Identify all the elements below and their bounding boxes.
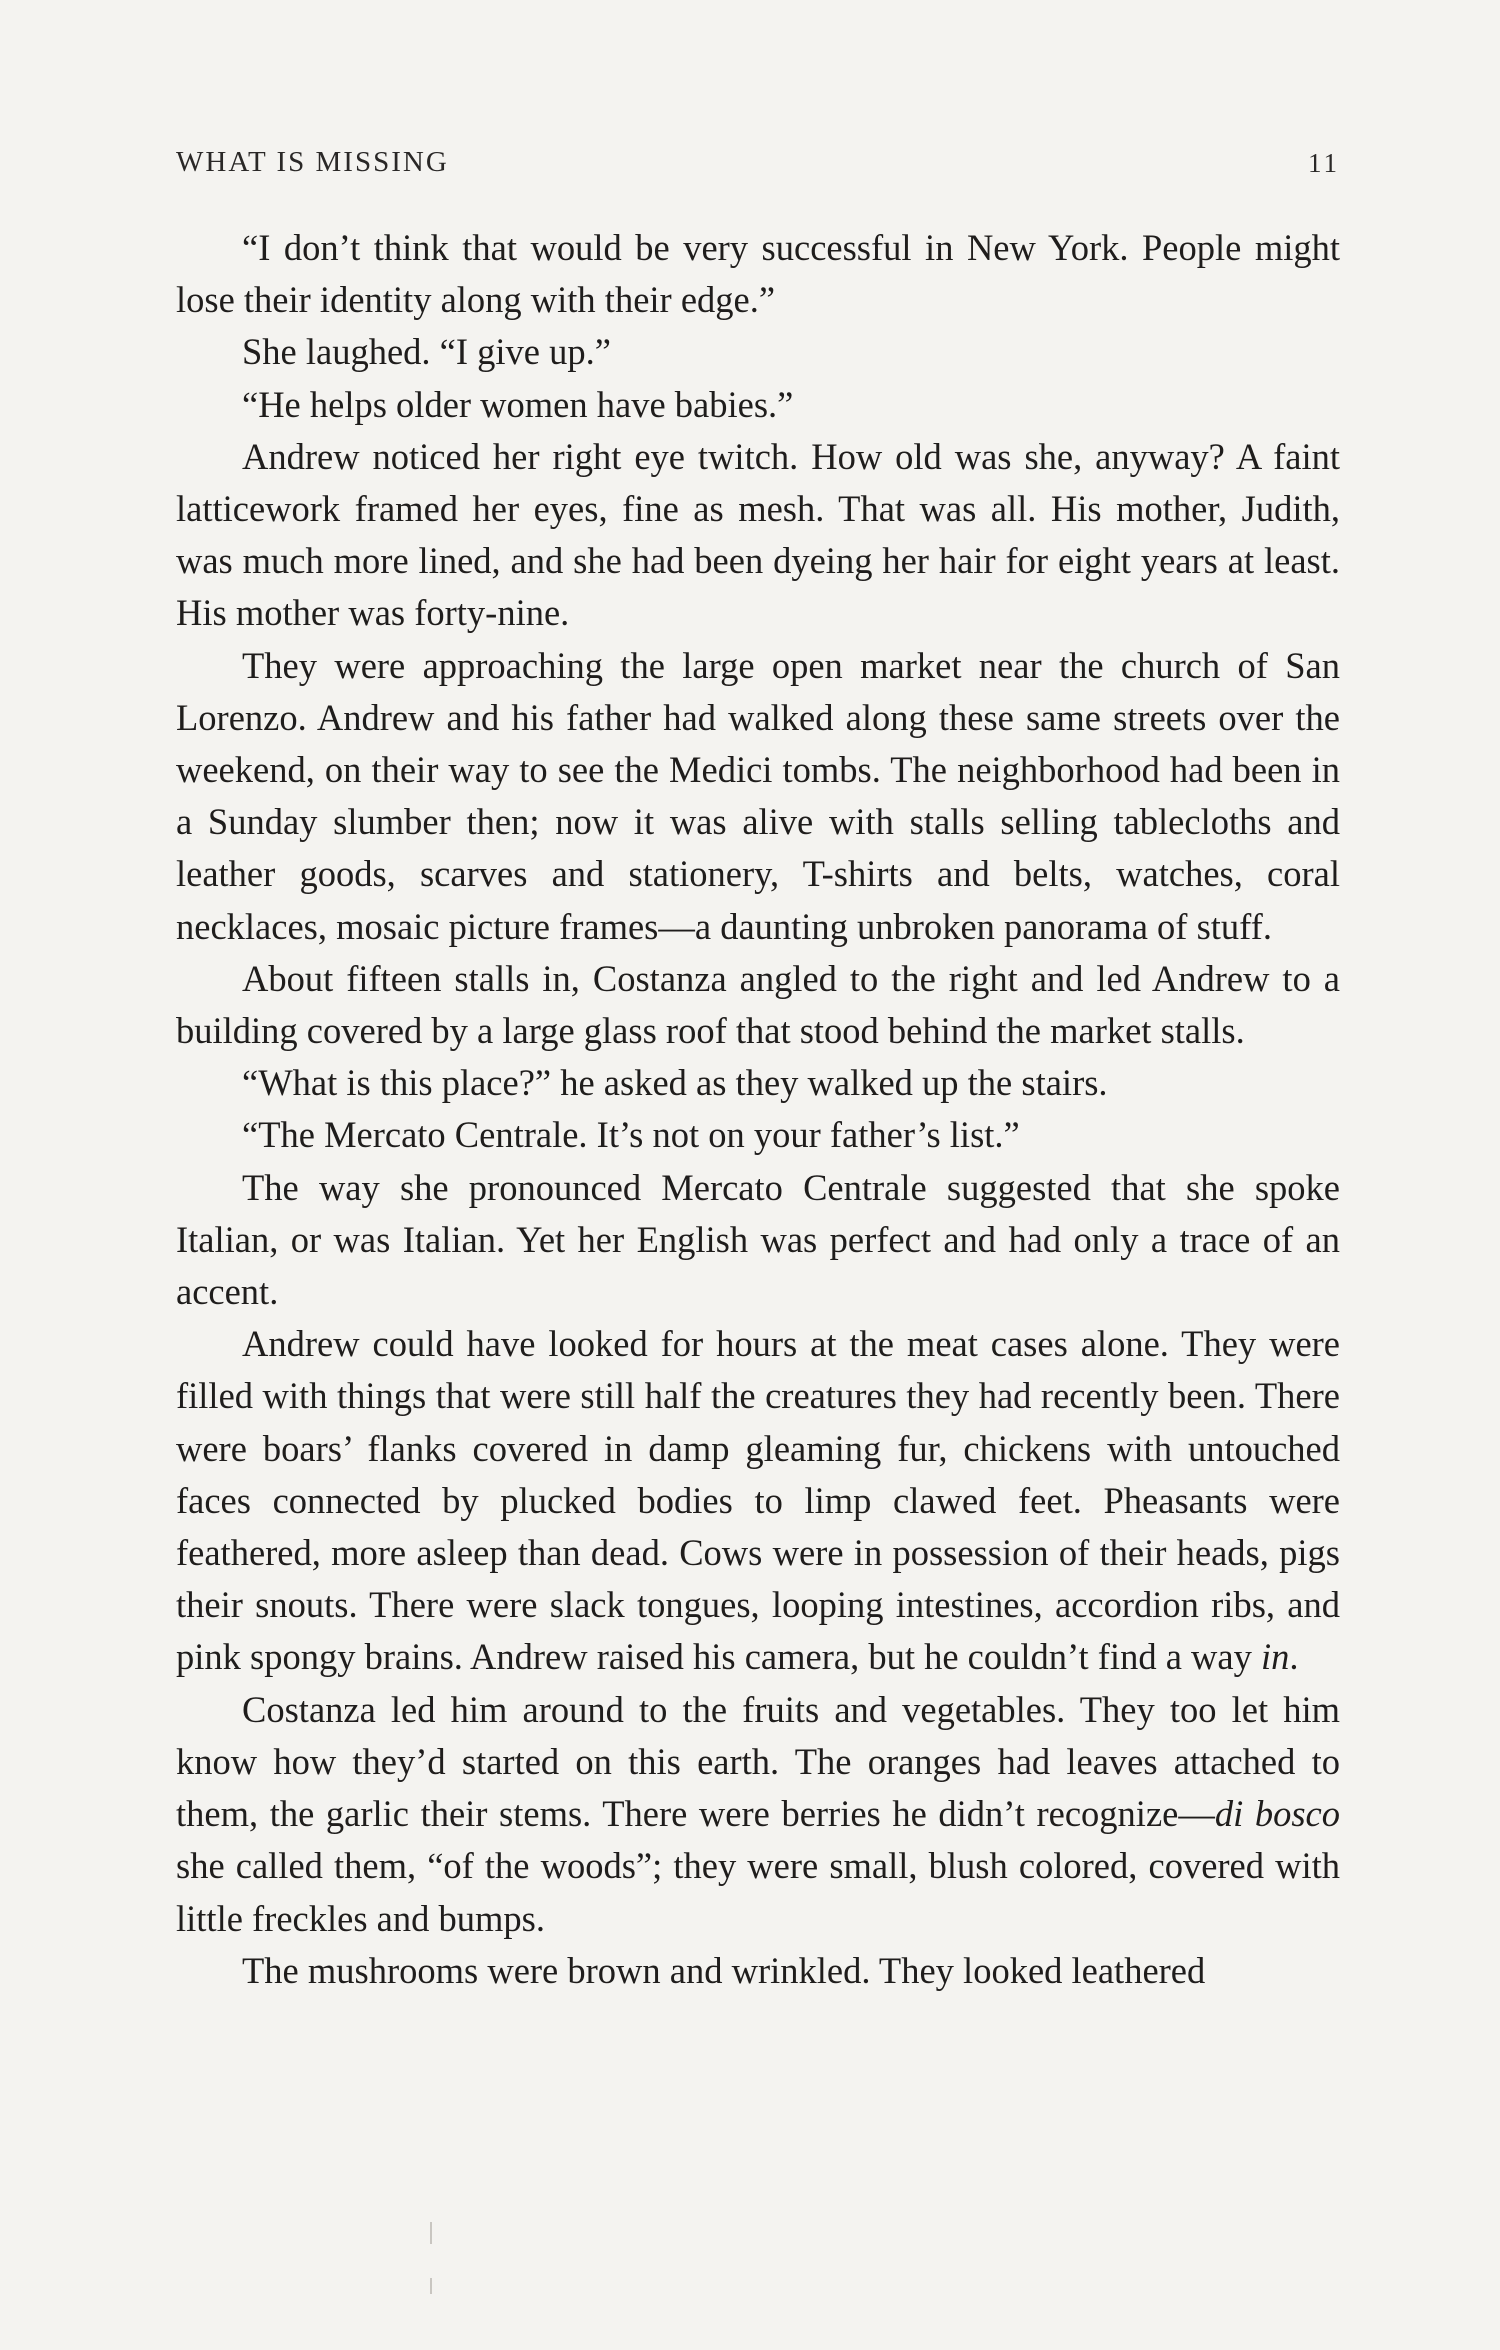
running-head-title: WHAT IS MISSING [176, 146, 449, 178]
body-text [176, 222, 1340, 1997]
paragraph-text: . [1289, 1636, 1299, 1678]
running-head [176, 146, 1340, 186]
scan-speck [430, 2222, 432, 2244]
paragraph: They were approaching the large open market near the church of San Lorenzo. Andrew and his father had walked along these same streets over the weekend, on their way to see the Medici tombs. The neighborhood had been in a Sunday slumber then; now it was alive with stalls selling tablecloths and leather goods, scarves and stationery, T-shirts and belts, watches, coral necklaces, mosaic picture frames—a daunting unbroken panorama of stuff. [176, 644, 1340, 947]
scan-speck [430, 2278, 432, 2294]
italic-word: in [1260, 1636, 1290, 1678]
paragraph-text: she called them, “of the woods”; they were small, blush colored, covered with little freckles and bumps. [176, 1845, 1340, 1939]
paragraph: “The Mercato Centrale. It’s not on your father’s list.” [242, 1114, 1020, 1156]
page-number: 11 [1308, 148, 1340, 178]
italic-phrase: di bosco [1214, 1793, 1340, 1835]
paragraph: Andrew noticed her right eye twitch. How old was she, anyway? A faint latticework framed her eyes, fine as mesh. That was all. His mother, Judith, was much more lined, and she had been dyeing her hair for eight years at least. His mother was forty-nine. [176, 435, 1340, 634]
paragraph: “I don’t think that would be very successful in New York. People might lose their identity along with their edge.” [176, 227, 1340, 321]
paragraph: The way she pronounced Mercato Centrale suggested that she spoke Italian, or was Italian. Yet her English was perfect and had only a trace of an accent. [176, 1166, 1340, 1313]
paragraph: The mushrooms were brown and wrinkled. They looked leathered [242, 1949, 1206, 1991]
paragraph: About fifteen stalls in, Costanza angled to the right and led Andrew to a building covered by a large glass roof that stood behind the market stalls. [176, 957, 1340, 1052]
paragraph-text: Costanza led him around to the fruits and vegetables. They too let him know how they’d started on this earth. The oranges had leaves attached to them, the garlic their stems. There were berries he didn’t recognize— [176, 1688, 1340, 1835]
paragraph: “He helps older women have babies.” [242, 383, 794, 425]
paragraph: “What is this place?” he asked as they walked up the stairs. [242, 1062, 1108, 1104]
paragraph [176, 1318, 1340, 1683]
paragraph [176, 1684, 1340, 1945]
paragraph: She laughed. “I give up.” [242, 331, 611, 373]
paragraph-text: Andrew could have looked for hours at the meat cases alone. They were filled with things that were still half the creatures they had recently been. There were boars’ flanks covered in damp gleaming fur, chickens with untouched faces connected by plucked bodies to limp clawed feet. Pheasants were feathered, more asleep than dead. Cows were in possession of their heads, pigs their snouts. There were slack tongues, looping intestines, accordion ribs, and pink spongy brains. Andrew raised his camera, but he couldn’t find a way [176, 1323, 1340, 1678]
